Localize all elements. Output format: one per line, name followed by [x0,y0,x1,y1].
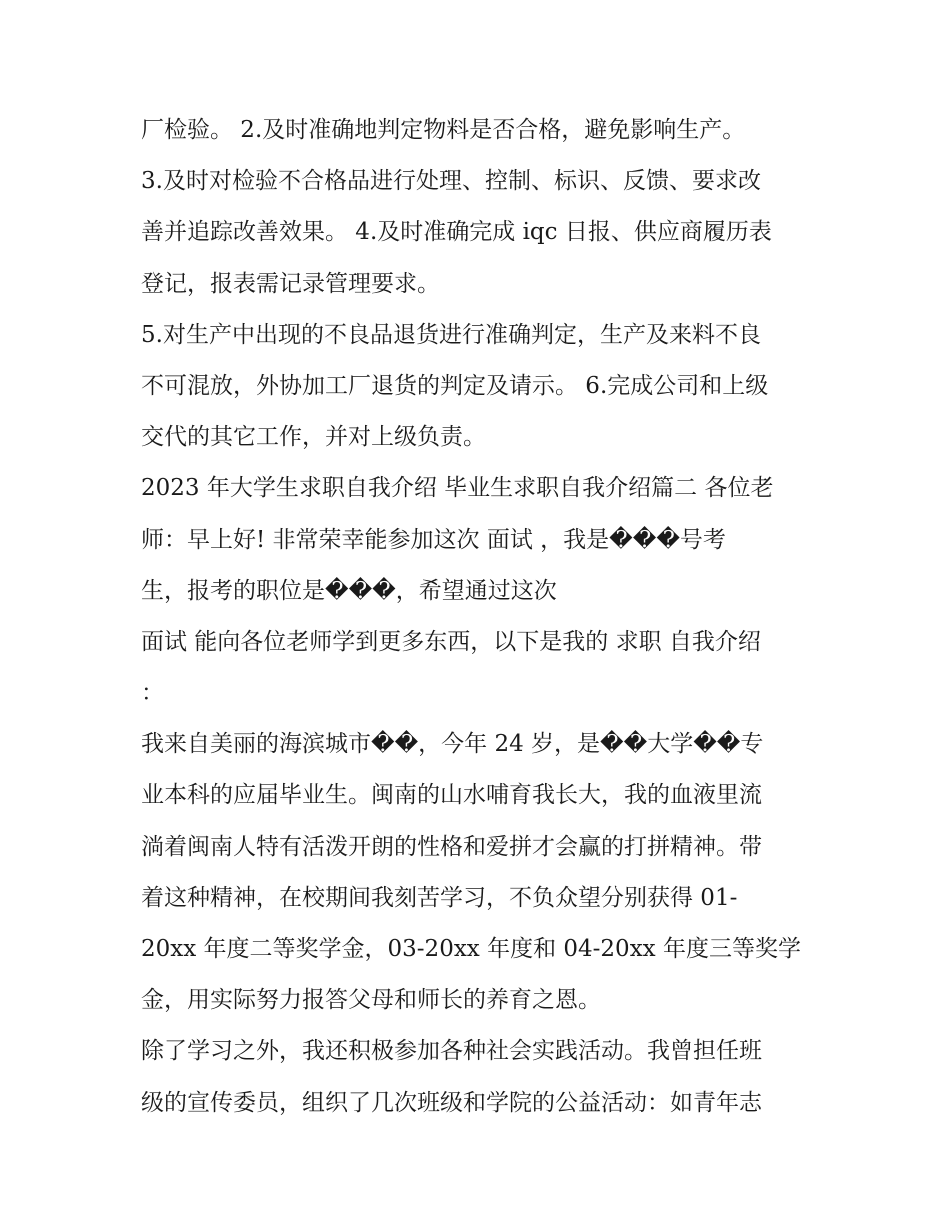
text-line: 3.及时对检验不合格品进行处理、控制、标识、反馈、要求改 [141,168,761,195]
text-line: 金，用实际努力报答父母和师长的养育之恩。 [141,987,601,1014]
text-line: 级的宣传委员，组织了几次班级和学院的公益活动：如青年志 [141,1089,762,1116]
text-line: 面试 能向各位老师学到更多东西，以下是我的 求职 自我介绍 [141,628,761,655]
text-line: 善并追踪改善效果。 4.及时准确完成 iqc 日报、供应商履历表 [141,219,772,246]
text-line: 除了学习之外，我还积极参加各种社会实践活动。我曾担任班 [141,1038,762,1065]
text-line: 业本科的应届毕业生。闽南的山水哺育我长大，我的血液里流 [141,782,762,809]
text-line: 20xx 年度二等奖学金，03-20xx 年度和 04-20xx 年度三等奖学 [141,936,801,962]
text-line: 交代的其它工作，并对上级负责。 [141,424,486,451]
text-line: 我来自美丽的海滨城市��，今年 24 岁，是��大学��专 [141,731,764,758]
text-line: 淌着闽南人特有活泼开朗的性格和爱拼才会赢的打拼精神。带 [141,833,762,860]
text-line: 5.对生产中出现的不良品退货进行准确判定，生产及来料不良 [141,321,761,348]
text-line: 师：早上好! 非常荣幸能参加这次 面试 ，我是���号考 [141,526,726,553]
text-line: ： [141,680,164,707]
text-line: 不可混放，外协加工厂退货的判定及请示。 6.完成公司和上级 [141,372,769,399]
text-line: 2023 年大学生求职自我介绍 毕业生求职自我介绍篇二 各位老 [141,475,774,502]
text-line: 厂检验。 2.及时准确地判定物料是否合格，避免影响生产。 [141,117,746,143]
text-line: 登记，报表需记录管理要求。 [141,270,440,297]
text-line: 着这种精神，在校期间我刻苦学习，不负众望分别获得 01- [141,884,738,911]
text-line: 生，报考的职位是���，希望通过这次 [141,577,557,604]
document-body [141,105,821,1129]
